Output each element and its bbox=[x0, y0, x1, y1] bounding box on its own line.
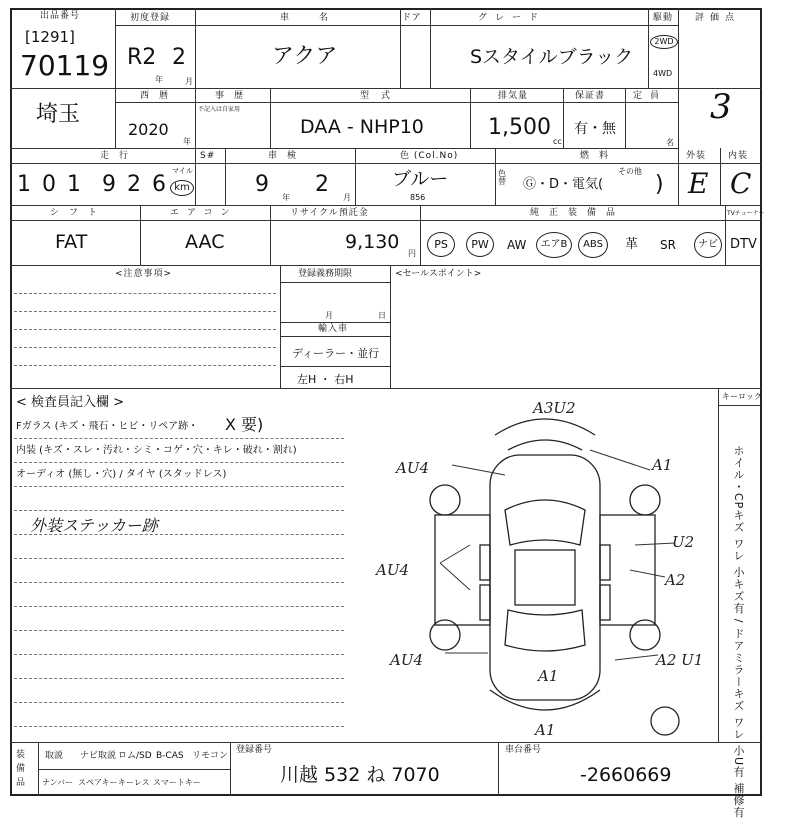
mark-right-mid2: A2 bbox=[665, 571, 686, 589]
hood-front-outline bbox=[508, 440, 582, 450]
right-door-handle-area bbox=[600, 545, 610, 580]
mark-left-mid: AU4 bbox=[376, 561, 410, 579]
equip-abs: ABS bbox=[578, 232, 608, 258]
mileage-digit: 0 bbox=[42, 172, 56, 197]
divider bbox=[718, 388, 719, 742]
divider bbox=[648, 8, 649, 88]
car-name: アクア bbox=[272, 44, 338, 69]
inspector-bottom-line bbox=[10, 742, 762, 743]
fuel-options: Ⓖ・D・電気( bbox=[523, 177, 604, 192]
divider bbox=[280, 322, 390, 323]
divider bbox=[430, 8, 431, 88]
inspection-label: 車検 bbox=[268, 151, 307, 161]
header-label-line bbox=[115, 25, 678, 26]
model-code: DAA - NHP10 bbox=[300, 116, 424, 138]
capacity-unit: 名 bbox=[666, 138, 674, 147]
equip-airbag: エアB bbox=[536, 232, 572, 258]
divider bbox=[625, 88, 626, 148]
divider bbox=[195, 88, 196, 148]
ruled-line bbox=[14, 311, 276, 312]
rear-window-outline bbox=[505, 610, 585, 651]
row3-bottom-line bbox=[10, 205, 762, 206]
ruled-line bbox=[14, 486, 344, 487]
history-note: 不記入は自家用 bbox=[198, 106, 241, 113]
storage-item: キーレス bbox=[118, 778, 150, 787]
divider bbox=[38, 769, 230, 770]
right-side-panel bbox=[600, 515, 655, 625]
glass-mark: X 要) bbox=[225, 415, 264, 434]
row2-bottom-line bbox=[10, 148, 678, 149]
plate-number: 川越 532 ね 7070 bbox=[280, 764, 440, 786]
ruled-line bbox=[14, 582, 344, 583]
interior-grade: C bbox=[730, 167, 752, 200]
divider bbox=[718, 405, 762, 406]
divider bbox=[225, 148, 226, 205]
model-year: 2020 bbox=[128, 120, 169, 139]
divider bbox=[563, 88, 564, 148]
mileage-digit: 9 bbox=[102, 172, 116, 197]
model-label: 型式 bbox=[360, 91, 403, 101]
ruled-line bbox=[14, 606, 344, 607]
left-side-panel bbox=[435, 515, 490, 625]
year-unit: 年 bbox=[183, 137, 191, 146]
divider bbox=[280, 282, 390, 283]
displacement: 1,500 bbox=[488, 115, 551, 140]
mark-right-lower: A2 U1 bbox=[656, 651, 704, 669]
mark-right-mid1: U2 bbox=[672, 533, 695, 551]
callout-line bbox=[615, 655, 658, 660]
mark-left-lower: AU4 bbox=[390, 651, 424, 669]
ruled-line bbox=[14, 678, 344, 679]
divider bbox=[400, 8, 401, 88]
divider bbox=[195, 8, 196, 88]
mileage-digit: 1 bbox=[67, 172, 81, 197]
plate-label: 登録番号 bbox=[236, 745, 273, 755]
ruled-line bbox=[14, 630, 344, 631]
capacity-label: 定員 bbox=[633, 91, 668, 101]
callout-line bbox=[590, 450, 650, 470]
storage-item: ナンバー bbox=[42, 778, 74, 787]
equip-aw: AW bbox=[507, 238, 527, 252]
color-label: 色 (Col.No) bbox=[400, 151, 459, 161]
divider bbox=[230, 742, 231, 796]
color-no: 856 bbox=[410, 193, 426, 202]
storage-item: リモコン bbox=[192, 751, 229, 761]
ac: AAC bbox=[185, 231, 225, 253]
mark-right-upper: A1 bbox=[652, 456, 673, 474]
inspection-year: 9 bbox=[255, 172, 269, 197]
history-label: 事歴 bbox=[215, 91, 254, 101]
equip-leather: 革 bbox=[625, 237, 639, 252]
drive-label: 駆動 bbox=[653, 13, 674, 23]
inspector-line-audio: オーディオ (無し・穴) / タイヤ (スタッドレス) bbox=[16, 469, 227, 480]
inspector-title: < 検査員記入欄 > bbox=[16, 395, 125, 410]
ruled-line bbox=[14, 462, 344, 463]
warranty-label: 保証書 bbox=[575, 91, 606, 101]
equip-ps: PS bbox=[427, 232, 455, 257]
divider bbox=[355, 148, 356, 205]
ruled-line bbox=[14, 365, 276, 366]
fuel-close: ) bbox=[655, 172, 664, 197]
interior-label: 内装 bbox=[728, 151, 749, 161]
import-label: 輸入車 bbox=[318, 324, 349, 334]
ac-label: エアコン bbox=[170, 208, 238, 218]
displacement-label: 排気量 bbox=[498, 91, 529, 101]
divider bbox=[470, 88, 471, 148]
handwritten-note: 外装ステッカー跡 bbox=[30, 516, 158, 535]
car-body-outline bbox=[490, 455, 600, 700]
score: 3 bbox=[710, 87, 732, 127]
left-door-handle-area bbox=[480, 545, 490, 580]
storage-label: 装備品 bbox=[16, 750, 26, 788]
callout-line bbox=[440, 545, 470, 590]
row4-label-line bbox=[10, 220, 762, 221]
inspection-month: 2 bbox=[315, 172, 329, 197]
storage-item: スペアキー bbox=[78, 778, 118, 787]
drive-2wd: 2WD bbox=[650, 35, 678, 49]
chassis-number: -2660669 bbox=[580, 764, 672, 786]
ruled-line bbox=[14, 293, 276, 294]
wheel-front-left bbox=[430, 485, 460, 515]
first-reg-era: R2 bbox=[127, 45, 157, 70]
row2-label-line bbox=[115, 102, 678, 103]
exterior-grade: E bbox=[688, 167, 709, 200]
divider bbox=[678, 8, 679, 148]
ruled-line bbox=[14, 654, 344, 655]
ruled-line bbox=[14, 347, 276, 348]
first-reg-label: 初度登録 bbox=[130, 13, 171, 23]
yen-unit: 円 bbox=[408, 249, 416, 258]
exterior-label: 外装 bbox=[686, 151, 707, 161]
sharp-label: S# bbox=[200, 151, 216, 161]
ruled-line bbox=[14, 510, 344, 511]
notes-bottom-line bbox=[10, 388, 762, 389]
equip-pw: PW bbox=[466, 232, 494, 257]
door-label: ドア bbox=[402, 13, 422, 23]
divider bbox=[390, 265, 391, 388]
color-change-label: 色替 bbox=[498, 169, 506, 186]
mileage-digit: 1 bbox=[17, 172, 31, 197]
grade: Sスタイルブラック bbox=[470, 46, 634, 68]
ruled-line bbox=[14, 534, 344, 535]
right-rear-door-area bbox=[600, 585, 610, 620]
inspector-line-interior: 内装 (キズ・スレ・汚れ・シミ・コゲ・穴・キレ・破れ・割れ) bbox=[16, 445, 297, 456]
divider bbox=[280, 265, 281, 388]
equip-sunroof: SR bbox=[660, 238, 676, 252]
row1-bottom-line bbox=[10, 88, 762, 89]
mark-center-bottom: A1 bbox=[538, 667, 559, 685]
fuel-label: 燃料 bbox=[580, 151, 619, 161]
equip-navi: ナビ bbox=[694, 232, 722, 258]
dealer-option: ディーラー・並行 bbox=[292, 347, 380, 360]
row3-label-line bbox=[10, 163, 762, 164]
divider bbox=[195, 148, 196, 205]
region: 埼玉 bbox=[36, 102, 81, 127]
steering-option: 左H ・ 右H bbox=[297, 373, 354, 386]
car-name-label: 車名 bbox=[280, 13, 359, 23]
mark-bottom: A1 bbox=[535, 721, 556, 739]
tv: DTV bbox=[730, 237, 757, 252]
reg-deadline-label: 登録義務期限 bbox=[298, 269, 353, 279]
shift-label: シフト bbox=[50, 208, 108, 218]
mile-label: マイル bbox=[172, 167, 193, 175]
divider bbox=[498, 742, 499, 796]
divider bbox=[140, 205, 141, 265]
divider bbox=[270, 205, 271, 265]
month-unit: 月 bbox=[185, 77, 193, 86]
drive-4wd: 4WD bbox=[653, 69, 673, 78]
fuel-other-label: その他 bbox=[618, 167, 642, 176]
car-damage-diagram bbox=[376, 395, 704, 740]
ruled-line bbox=[14, 702, 344, 703]
sales-point-label: <セールスポイント> bbox=[395, 269, 482, 279]
chassis-label: 車台番号 bbox=[505, 745, 542, 755]
divider bbox=[495, 148, 496, 205]
tv-label: TVチューナー bbox=[727, 210, 765, 217]
ruled-line bbox=[14, 438, 344, 439]
windshield-outline bbox=[505, 500, 585, 545]
grade-label: グレード bbox=[478, 13, 547, 23]
mark-top: A3U2 bbox=[533, 399, 576, 417]
lot-bracket: [1291] bbox=[25, 28, 75, 46]
color: ブルー bbox=[392, 168, 449, 190]
storage-item: ロム/SD bbox=[118, 751, 152, 761]
spare-tire-circle bbox=[651, 707, 679, 735]
inspector-line-glass: Fガラス (キズ・飛石・ヒビ・リペア跡・ bbox=[16, 421, 199, 432]
callout-line bbox=[630, 570, 665, 577]
mileage-digit: 6 bbox=[152, 172, 166, 197]
storage-item: 取説 bbox=[45, 751, 64, 761]
ruled-line bbox=[14, 726, 344, 727]
wheel-mirror-note: ホイル・CPキズ ワレ 小キズ有 / ドアミラーキズ ワレ 小U有 補修有 bbox=[732, 445, 745, 819]
day-unit: 日 bbox=[378, 311, 386, 320]
divider bbox=[115, 88, 116, 148]
roof-outline bbox=[515, 550, 575, 605]
front-bumper-outline bbox=[495, 419, 595, 435]
divider bbox=[280, 336, 390, 337]
month-unit: 月 bbox=[325, 311, 333, 320]
mileage-label: 走行 bbox=[100, 151, 139, 161]
score-label: 評価点 bbox=[695, 13, 741, 23]
left-rear-door-area bbox=[480, 585, 490, 620]
caution-label: <注意事項> bbox=[115, 269, 173, 279]
first-reg-year: 2 bbox=[172, 45, 186, 70]
exhibit-no-label: 出品番号 bbox=[40, 11, 81, 21]
storage-item: ナビ取説 bbox=[80, 751, 117, 761]
shift: FAT bbox=[55, 231, 88, 253]
divider bbox=[270, 88, 271, 148]
divider bbox=[420, 205, 421, 265]
divider bbox=[280, 366, 390, 367]
month-unit: 月 bbox=[343, 193, 351, 202]
recycle-amount: 9,130 bbox=[345, 231, 400, 253]
ruled-line bbox=[14, 558, 344, 559]
row4-bottom-line bbox=[10, 265, 762, 266]
divider bbox=[725, 205, 726, 265]
wheel-front-right bbox=[630, 485, 660, 515]
divider bbox=[678, 148, 679, 205]
ruled-line bbox=[14, 329, 276, 330]
equip-label: 純正装備品 bbox=[530, 208, 626, 218]
lot-number: 70119 bbox=[20, 49, 110, 82]
storage-item: スマートキー bbox=[153, 778, 201, 787]
divider bbox=[115, 8, 116, 88]
year-unit: 年 bbox=[155, 75, 163, 84]
storage-item: B-CAS bbox=[156, 751, 184, 761]
km-unit: km bbox=[170, 180, 194, 196]
keylock-label: キーロック bbox=[722, 392, 762, 401]
divider bbox=[720, 148, 721, 205]
cc-unit: cc bbox=[553, 137, 562, 146]
warranty: 有・無 bbox=[574, 121, 616, 137]
mileage-digit: 2 bbox=[127, 172, 141, 197]
model-year-label: 西暦 bbox=[140, 91, 179, 101]
recycle-label: リサイクル預託金 bbox=[290, 208, 369, 218]
mark-left-upper: AU4 bbox=[396, 459, 430, 477]
year-unit: 年 bbox=[282, 193, 290, 202]
